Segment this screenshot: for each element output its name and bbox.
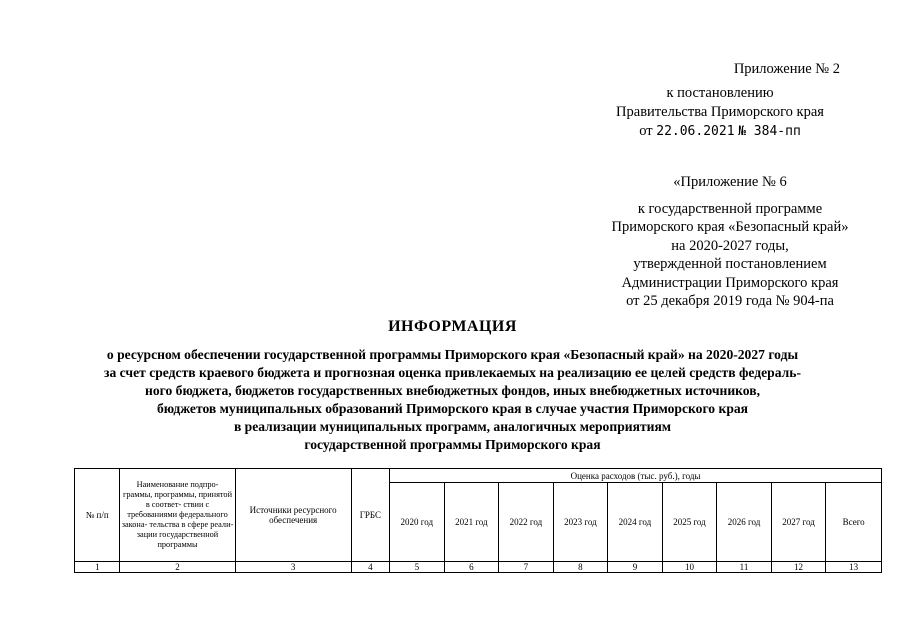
column-number: 13: [826, 562, 882, 573]
header-name: Наименование подпро- граммы, программы, принятой в соответ- ствии с требованиями федерального закона- тельства в сфере реали- зации государственной программы: [120, 469, 235, 562]
resource-table: [74, 468, 882, 573]
column-number: 10: [662, 562, 717, 573]
column-number: 4: [351, 562, 389, 573]
subtitle-line: в реализации муниципальных программ, аналогичных мероприятиям: [233, 419, 672, 434]
header-year: 2024 год: [608, 483, 663, 562]
approval-date: 22.06.2021: [656, 124, 735, 139]
subtitle-line: о ресурсном обеспечении государственной программы Приморского края «Безопасный край» на 2020-2027 годы: [106, 347, 799, 362]
column-number: 5: [390, 562, 445, 573]
column-number: 7: [499, 562, 554, 573]
header-year: 2022 год: [499, 483, 554, 562]
date-prefix: от: [639, 123, 653, 139]
approval-line: к постановлению: [666, 85, 774, 101]
header-sources: Источники ресурсного обеспечения: [235, 469, 351, 562]
header-year: 2027 год: [771, 483, 826, 562]
header-year: 2025 год: [662, 483, 717, 562]
previous-approval-line: утвержденной постановлением: [633, 256, 827, 272]
approval-line: Правительства Приморского края: [616, 104, 824, 120]
column-number: 12: [771, 562, 826, 573]
approval-date-line: [600, 122, 840, 141]
column-number: 1: [75, 562, 120, 573]
column-number: 11: [717, 562, 772, 573]
subtitle-line: за счет средств краевого бюджета и прогнозная оценка привлекаемых на реализацию ее целей средств федераль-: [104, 365, 801, 380]
header-year: 2023 год: [553, 483, 608, 562]
previous-approval-block: [585, 173, 875, 311]
subtitle-line: ного бюджета, бюджетов государственных внебюджетных фондов, иных внебюджетных источников,: [144, 383, 760, 398]
header-year: 2020 год: [390, 483, 445, 562]
subtitle-line: бюджетов муниципальных образований Приморского края в случае участия Приморского края: [156, 401, 749, 416]
previous-approval-line: Администрации Приморского края: [621, 274, 839, 291]
previous-appendix-title: «Приложение № 6: [673, 174, 787, 190]
column-number: 2: [120, 562, 235, 573]
header-year: 2021 год: [444, 483, 499, 562]
column-number: 9: [608, 562, 663, 573]
approval-number: № 384-пп: [738, 124, 801, 139]
header-year: 2026 год: [717, 483, 772, 562]
column-number: 8: [553, 562, 608, 573]
header-cost: Оценка расходов (тыс. руб.), годы: [390, 469, 882, 483]
column-number: 6: [444, 562, 499, 573]
previous-approval-line: к государственной программе: [637, 200, 823, 217]
document-title: ИНФОРМАЦИЯ: [388, 318, 517, 335]
previous-approval-line: на 2020-2027 годы,: [671, 237, 789, 254]
previous-approval-line: от 25 декабря 2019 года № 904-па: [626, 293, 834, 309]
header-grbs: ГРБС: [351, 469, 389, 562]
appendix-title: Приложение № 2: [733, 61, 840, 77]
column-number: 3: [235, 562, 351, 573]
approval-block: [600, 60, 840, 141]
header-num: № п/п: [75, 469, 120, 562]
document-subtitle: [60, 346, 845, 454]
header-total: Всего: [826, 483, 882, 562]
previous-approval-line: Приморского края «Безопасный край»: [611, 219, 849, 235]
subtitle-line: государственной программы Приморского края: [304, 437, 601, 452]
